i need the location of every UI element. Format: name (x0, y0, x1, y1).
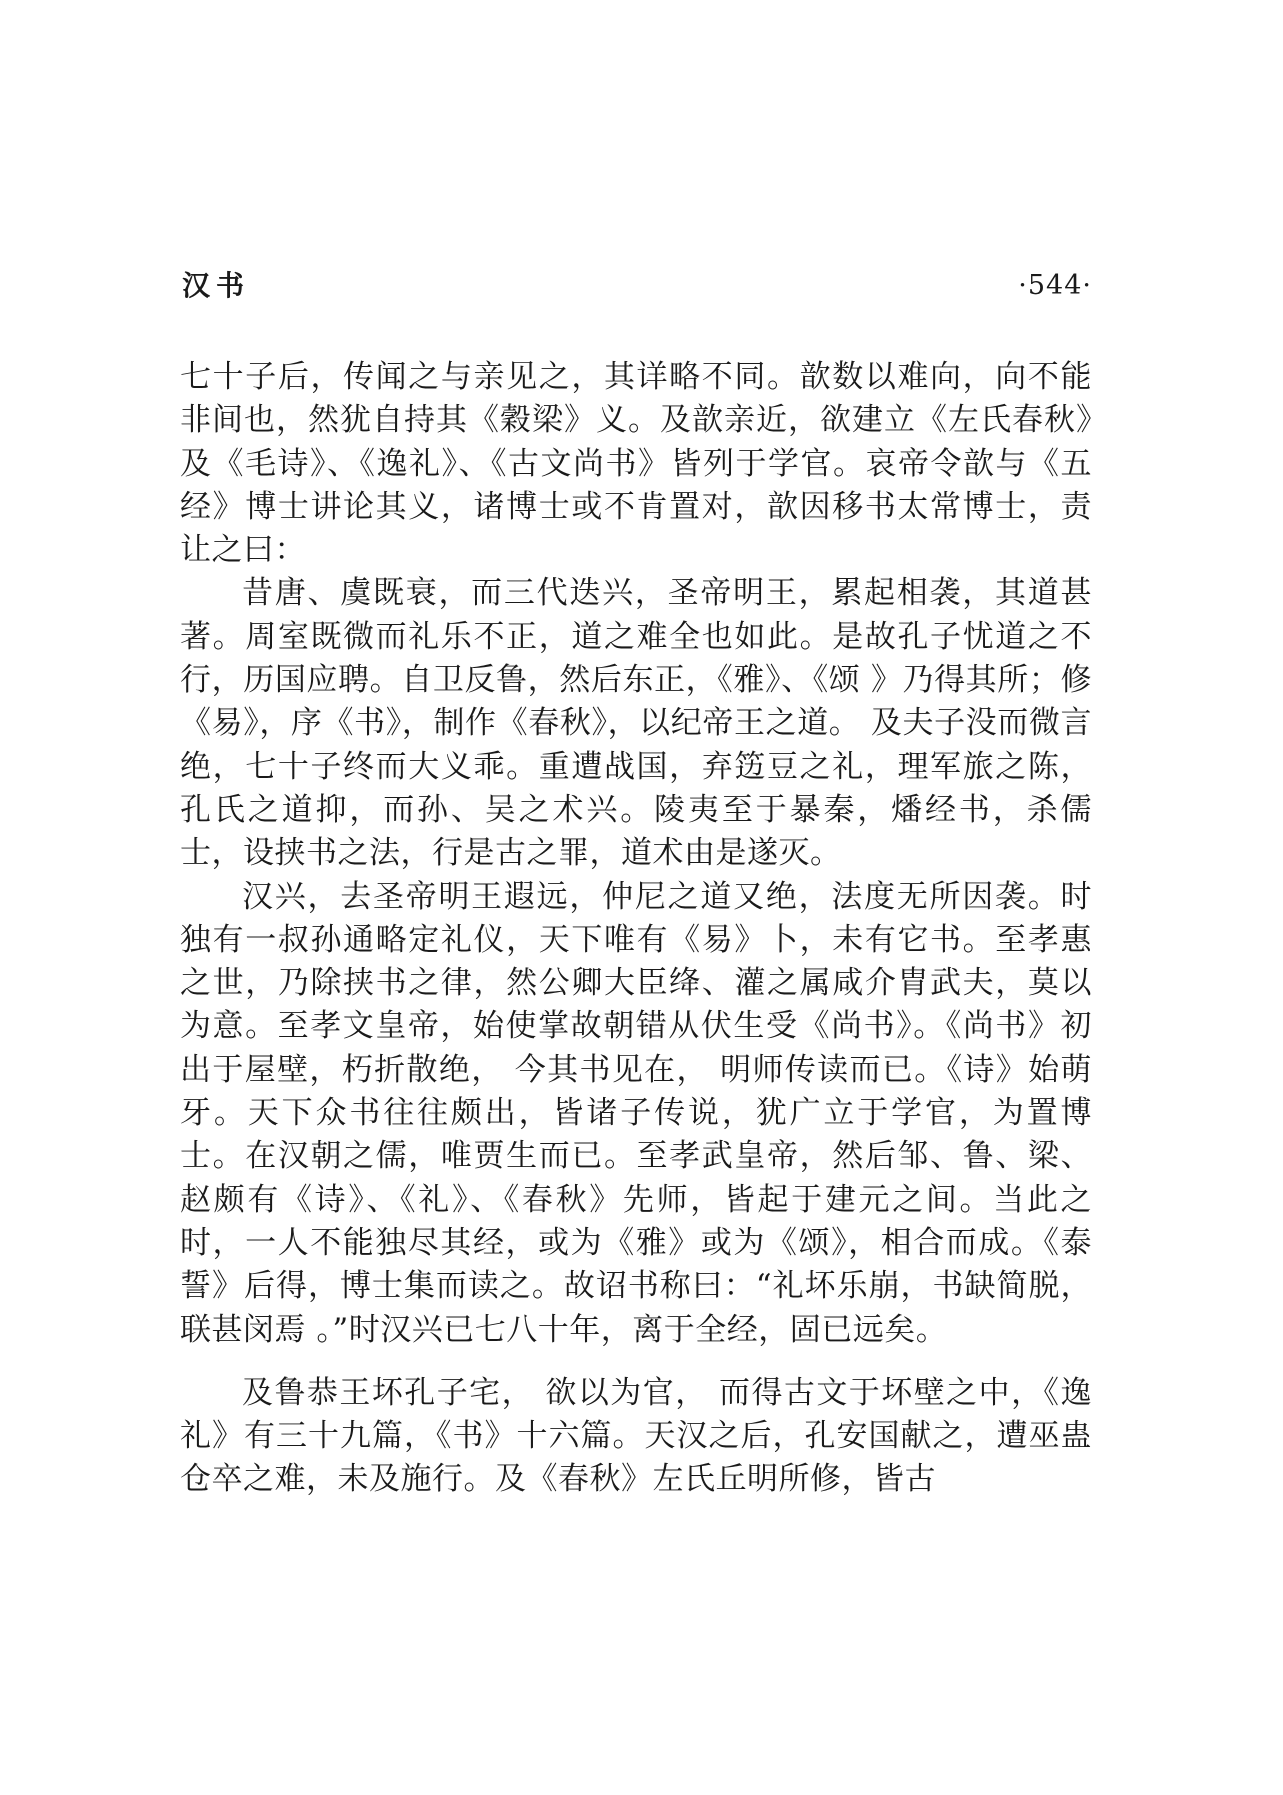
paragraph-3: 汉兴，去圣帝明王遐远，仲尼之道又绝，法度无所因袭。时独有一叔孙通略定礼仪，天下唯有《易》卜，未有它书。至孝惠之世，乃除挟书之律，然公卿大臣绛、灌之属咸介胄武夫，莫以为意。至孝文皇帝，始使掌故朝错从伏生受《尚书》。《尚书》初出于屋壁，朽折散绝， 今其书见在， 明师传读而已。《诗》始萌牙。天下众书往往颇出，皆诸子传说，犹广立于学官，为置博士。在汉朝之儒，唯贾生而已。至孝武皇帝，然后邹、鲁、梁、赵颇有《诗》、《礼》、《春秋》先师，皆起于建元之间。当此之时，一人不能独尽其经，或为《雅》或为《颂》，相合而成。《泰誓》后得，博士集而读之。故诏书称曰：“礼坏乐崩，书缺简脱，联甚闵焉 。”时汉兴已七八十年，离于全经，固已远矣。 (180, 878, 1092, 1348)
running-header (182, 268, 1092, 308)
book-title: 汉书 (182, 269, 251, 302)
page-number: ·544· (1018, 270, 1092, 301)
paragraph-1: 七十子后，传闻之与亲见之，其详略不同。歆数以难向，向不能非间也，然犹自持其《穀梁》义。及歆亲近，欲建立《左氏春秋》及《毛诗》、《逸礼》、《古文尚书》皆列于学官。哀帝令歆与《五经》博士讲论其义，诸博士或不肯置对，歆因移书太常博士，责让之曰： (180, 359, 1092, 569)
body-text (180, 356, 1092, 1502)
paragraph-2: 昔唐、虞既衰，而三代迭兴，圣帝明王，累起相袭，其道甚著。周室既微而礼乐不正，道之难全也如此。是故孔子忧道之不行，历国应聘。自卫反鲁，然后东正，《雅》、《颂 》乃得其所；修《易》，序《书》，制作《春秋》，以纪帝王之道。 及夫子没而微言绝，七十子终而大义乖。重遭战国，弃笾豆之礼，理军旅之陈，孔氏之道抑，而孙、吴之术兴。陵夷至于暴秦，燔经书，杀儒士，设挟书之法，行是古之罪，道术由是遂灭。 (180, 575, 1092, 872)
paragraph-4: 及鲁恭王坏孔子宅， 欲以为官， 而得古文于坏壁之中，《逸礼》有三十九篇，《书》十六篇。天汉之后，孔安国献之，遭巫蛊仓卒之难，未及施行。及《春秋》左氏丘明所修，皆古 (180, 1374, 1092, 1498)
